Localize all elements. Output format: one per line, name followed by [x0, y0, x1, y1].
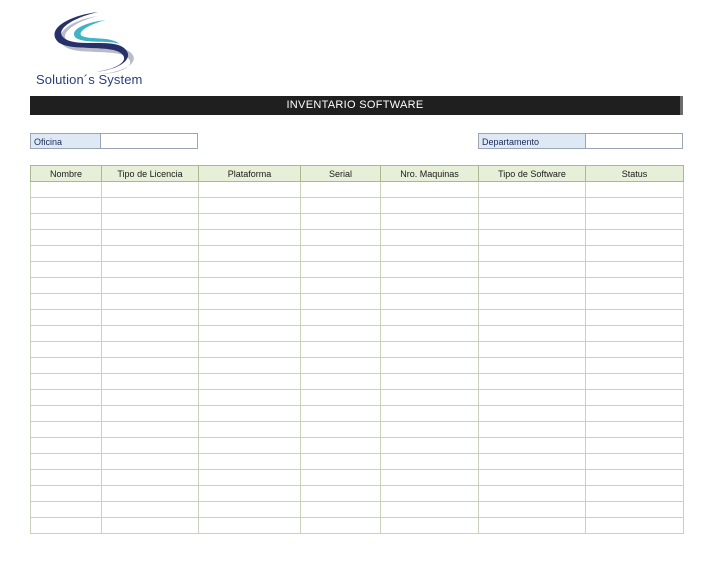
table-cell[interactable]: [381, 502, 479, 518]
table-cell[interactable]: [199, 182, 301, 198]
column-header-plataforma: Plataforma: [199, 166, 301, 182]
table-row: [31, 230, 684, 246]
table-cell[interactable]: [381, 326, 479, 342]
table-cell[interactable]: [301, 182, 381, 198]
table-cell[interactable]: [31, 230, 102, 246]
column-header-tipo-software: Tipo de Software: [479, 166, 586, 182]
table-cell[interactable]: [31, 374, 102, 390]
table-row: [31, 278, 684, 294]
table-cell[interactable]: [301, 470, 381, 486]
table-cell[interactable]: [479, 454, 586, 470]
table-cell[interactable]: [102, 502, 199, 518]
table-row: [31, 438, 684, 454]
table-cell[interactable]: [199, 470, 301, 486]
page-title: INVENTARIO SOFTWARE: [286, 99, 424, 111]
table-row: [31, 486, 684, 502]
column-header-serial: Serial: [301, 166, 381, 182]
column-header-nombre: Nombre: [31, 166, 102, 182]
table-cell[interactable]: [31, 278, 102, 294]
table-cell[interactable]: [301, 486, 381, 502]
table-cell[interactable]: [102, 294, 199, 310]
table-cell[interactable]: [31, 214, 102, 230]
table-cell[interactable]: [586, 278, 684, 294]
table-cell[interactable]: [199, 278, 301, 294]
table-cell[interactable]: [586, 358, 684, 374]
table-row: [31, 326, 684, 342]
table-cell[interactable]: [199, 262, 301, 278]
column-header-tipo-licencia: Tipo de Licencia: [102, 166, 199, 182]
table-cell[interactable]: [586, 230, 684, 246]
departamento-label: Departamento: [478, 133, 586, 149]
table-row: [31, 390, 684, 406]
table-cell[interactable]: [479, 422, 586, 438]
table-cell[interactable]: [301, 390, 381, 406]
table-cell[interactable]: [31, 438, 102, 454]
table-row: [31, 454, 684, 470]
table-cell[interactable]: [479, 342, 586, 358]
table-cell[interactable]: [102, 486, 199, 502]
table-cell[interactable]: [381, 262, 479, 278]
table-cell[interactable]: [301, 342, 381, 358]
table-cell[interactable]: [301, 358, 381, 374]
table-cell[interactable]: [301, 518, 381, 534]
table-cell[interactable]: [199, 198, 301, 214]
table-cell[interactable]: [31, 390, 102, 406]
table-cell[interactable]: [199, 390, 301, 406]
table-cell[interactable]: [381, 358, 479, 374]
table-cell[interactable]: [102, 470, 199, 486]
table-cell[interactable]: [301, 438, 381, 454]
table-row: [31, 214, 684, 230]
table-cell[interactable]: [479, 262, 586, 278]
table-cell[interactable]: [102, 262, 199, 278]
table-row: [31, 246, 684, 262]
table-cell[interactable]: [199, 486, 301, 502]
table-row: [31, 262, 684, 278]
table-cell[interactable]: [199, 246, 301, 262]
table-cell[interactable]: [31, 518, 102, 534]
table-cell[interactable]: [301, 326, 381, 342]
table-header-row: [31, 166, 684, 182]
table-cell[interactable]: [381, 390, 479, 406]
table-row: [31, 406, 684, 422]
table-cell[interactable]: [586, 422, 684, 438]
table-cell[interactable]: [381, 294, 479, 310]
table-cell[interactable]: [31, 502, 102, 518]
table-cell[interactable]: [301, 294, 381, 310]
table-cell[interactable]: [586, 198, 684, 214]
table-cell[interactable]: [586, 486, 684, 502]
table-cell[interactable]: [586, 470, 684, 486]
table-cell[interactable]: [301, 230, 381, 246]
table-cell[interactable]: [301, 246, 381, 262]
table-cell[interactable]: [586, 182, 684, 198]
table-cell[interactable]: [199, 502, 301, 518]
table-cell[interactable]: [479, 326, 586, 342]
table-row: [31, 502, 684, 518]
column-header-nro-maquinas: Nro. Maquinas: [381, 166, 479, 182]
table-cell[interactable]: [479, 198, 586, 214]
table-cell[interactable]: [102, 214, 199, 230]
table-cell[interactable]: [102, 182, 199, 198]
table-cell[interactable]: [199, 214, 301, 230]
table-cell[interactable]: [479, 278, 586, 294]
table-row: [31, 518, 684, 534]
table-cell[interactable]: [31, 406, 102, 422]
table-cell[interactable]: [479, 214, 586, 230]
table-cell[interactable]: [479, 310, 586, 326]
table-cell[interactable]: [102, 518, 199, 534]
table-cell[interactable]: [586, 326, 684, 342]
table-cell[interactable]: [102, 390, 199, 406]
table-cell[interactable]: [102, 326, 199, 342]
table-row: [31, 294, 684, 310]
table-cell[interactable]: [479, 390, 586, 406]
table-cell[interactable]: [102, 278, 199, 294]
table-row: [31, 422, 684, 438]
table-cell[interactable]: [381, 422, 479, 438]
table-row: [31, 342, 684, 358]
table-cell[interactable]: [479, 182, 586, 198]
table-cell[interactable]: [301, 278, 381, 294]
table-body: [31, 182, 684, 534]
table-cell[interactable]: [586, 438, 684, 454]
table-cell[interactable]: [102, 438, 199, 454]
table-cell[interactable]: [199, 342, 301, 358]
table-cell[interactable]: [199, 406, 301, 422]
table-row: [31, 310, 684, 326]
table-cell[interactable]: [31, 358, 102, 374]
table-cell[interactable]: [586, 518, 684, 534]
column-header-status: Status: [586, 166, 684, 182]
table-cell[interactable]: [586, 374, 684, 390]
table-cell[interactable]: [479, 518, 586, 534]
table-cell[interactable]: [381, 486, 479, 502]
table-cell[interactable]: [199, 310, 301, 326]
table-cell[interactable]: [31, 294, 102, 310]
logo-text: Solution´s System: [36, 72, 143, 87]
table-cell[interactable]: [31, 470, 102, 486]
table-cell[interactable]: [381, 182, 479, 198]
table-cell[interactable]: [301, 198, 381, 214]
table-cell[interactable]: [301, 262, 381, 278]
table-row: [31, 182, 684, 198]
table-cell[interactable]: [102, 454, 199, 470]
table-cell[interactable]: [381, 470, 479, 486]
table-cell[interactable]: [301, 422, 381, 438]
table-cell[interactable]: [301, 374, 381, 390]
table-cell[interactable]: [301, 310, 381, 326]
departamento-field[interactable]: [585, 133, 683, 149]
table-cell[interactable]: [102, 246, 199, 262]
table-cell[interactable]: [381, 214, 479, 230]
table-cell[interactable]: [586, 454, 684, 470]
table-cell[interactable]: [31, 198, 102, 214]
table-cell[interactable]: [301, 214, 381, 230]
table-cell[interactable]: [31, 454, 102, 470]
table-cell[interactable]: [31, 326, 102, 342]
table-cell[interactable]: [586, 214, 684, 230]
table-cell[interactable]: [31, 422, 102, 438]
table-cell[interactable]: [479, 406, 586, 422]
table-cell[interactable]: [381, 438, 479, 454]
swoosh-s-logo-icon: [36, 10, 156, 74]
table-cell[interactable]: [31, 246, 102, 262]
table-cell[interactable]: [479, 246, 586, 262]
table-cell[interactable]: [102, 342, 199, 358]
table-cell[interactable]: [301, 454, 381, 470]
table-cell[interactable]: [381, 406, 479, 422]
table-cell[interactable]: [301, 406, 381, 422]
title-bar: [30, 96, 683, 115]
table-cell[interactable]: [586, 342, 684, 358]
table-cell[interactable]: [199, 454, 301, 470]
table-cell[interactable]: [381, 518, 479, 534]
table-cell[interactable]: [199, 230, 301, 246]
software-inventory-table: [30, 165, 684, 534]
table-cell[interactable]: [31, 486, 102, 502]
table-cell[interactable]: [479, 358, 586, 374]
company-logo: [36, 10, 156, 92]
table-cell[interactable]: [479, 502, 586, 518]
oficina-field[interactable]: [100, 133, 198, 149]
table-cell[interactable]: [102, 406, 199, 422]
oficina-label: Oficina: [30, 133, 101, 149]
table-cell[interactable]: [381, 454, 479, 470]
table-cell[interactable]: [586, 294, 684, 310]
table-cell[interactable]: [381, 374, 479, 390]
table-cell[interactable]: [381, 230, 479, 246]
table-cell[interactable]: [381, 278, 479, 294]
table-row: [31, 358, 684, 374]
table-cell[interactable]: [586, 310, 684, 326]
table-cell[interactable]: [102, 310, 199, 326]
table-cell[interactable]: [381, 198, 479, 214]
table-cell[interactable]: [199, 374, 301, 390]
table-cell[interactable]: [479, 374, 586, 390]
table-cell[interactable]: [586, 390, 684, 406]
table-cell[interactable]: [102, 230, 199, 246]
table-cell[interactable]: [31, 182, 102, 198]
table-cell[interactable]: [586, 262, 684, 278]
table-cell[interactable]: [102, 358, 199, 374]
table-cell[interactable]: [31, 342, 102, 358]
table-cell[interactable]: [199, 422, 301, 438]
table-cell[interactable]: [479, 486, 586, 502]
table-row: [31, 198, 684, 214]
table-cell[interactable]: [586, 246, 684, 262]
table-cell[interactable]: [102, 198, 199, 214]
table-cell[interactable]: [102, 422, 199, 438]
table-cell[interactable]: [381, 246, 479, 262]
table-cell[interactable]: [586, 502, 684, 518]
table-cell[interactable]: [199, 294, 301, 310]
table-cell[interactable]: [479, 438, 586, 454]
table-row: [31, 374, 684, 390]
table-cell[interactable]: [31, 262, 102, 278]
table-cell[interactable]: [586, 406, 684, 422]
table-cell[interactable]: [199, 358, 301, 374]
table-cell[interactable]: [479, 294, 586, 310]
table-cell[interactable]: [479, 470, 586, 486]
table-cell[interactable]: [199, 326, 301, 342]
table-cell[interactable]: [381, 342, 479, 358]
table-cell[interactable]: [381, 310, 479, 326]
table-row: [31, 470, 684, 486]
table-cell[interactable]: [102, 374, 199, 390]
table-cell[interactable]: [479, 230, 586, 246]
table-cell[interactable]: [199, 518, 301, 534]
table-cell[interactable]: [301, 502, 381, 518]
table-cell[interactable]: [31, 310, 102, 326]
table-cell[interactable]: [199, 438, 301, 454]
